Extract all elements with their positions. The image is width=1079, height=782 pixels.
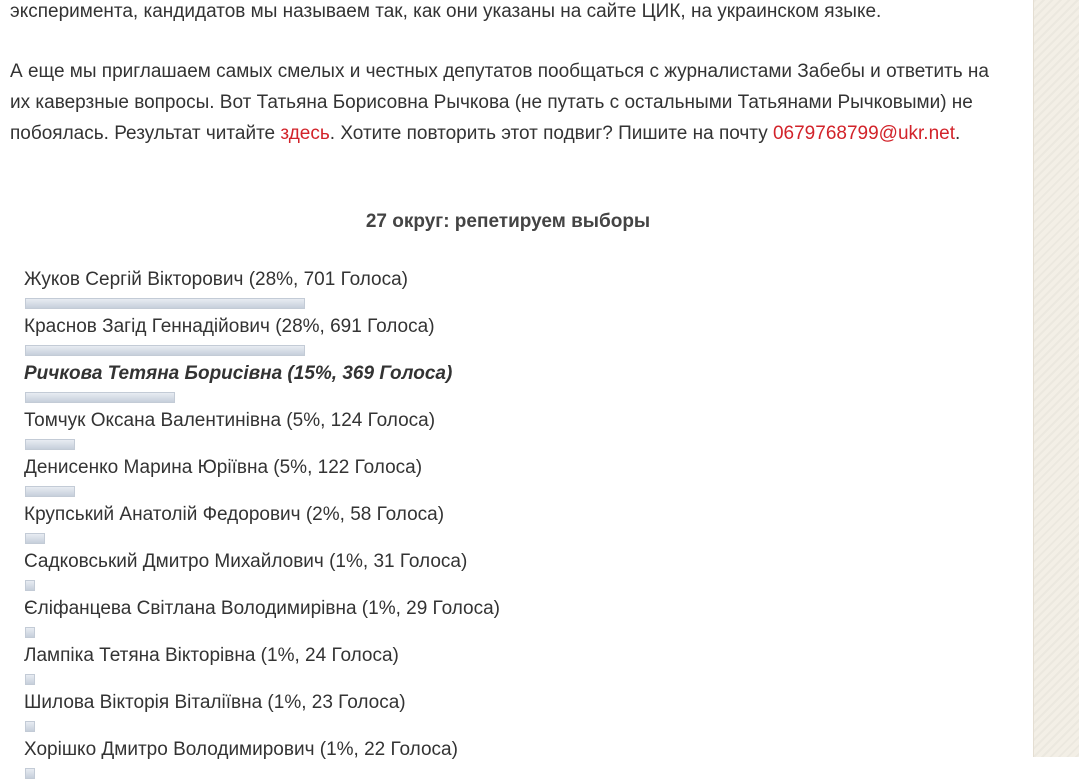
- poll-item-denysenko: [24, 453, 500, 500]
- poll-result-bar: [25, 533, 45, 544]
- poll-item-lampika: [24, 641, 500, 688]
- article-paragraph-2: [10, 56, 1010, 149]
- paragraph-2-end: .: [954, 123, 961, 144]
- poll-result-bar: [25, 439, 75, 450]
- poll-item-zhukov: [24, 265, 500, 312]
- poll-result-bar: [25, 345, 305, 356]
- poll-result-bar: [25, 627, 35, 638]
- poll-result-bar: [25, 486, 75, 497]
- poll-result-bar: [25, 721, 35, 732]
- poll-item-krasnov: [24, 312, 500, 359]
- poll-item-label: Краснов Загід Геннадійович (28%, 691 Голоса): [24, 316, 435, 337]
- page-background-strip: [1033, 0, 1079, 757]
- poll-item-label: Ричкова Тетяна Борисівна (15%, 369 Голоса): [24, 363, 453, 384]
- poll-item-elifantseva: [24, 594, 500, 641]
- poll-item-sadkovskyi: [24, 547, 500, 594]
- poll-item-label: Крупський Анатолій Федорович (2%, 58 Голоса): [24, 504, 445, 525]
- poll-result-bar: [25, 298, 305, 309]
- poll-item-label: Шилова Вікторія Віталіївна (1%, 23 Голоса): [24, 692, 406, 713]
- poll-item-khorishko: [24, 735, 500, 782]
- poll-results: [24, 265, 500, 782]
- poll-result-bar: [25, 674, 35, 685]
- poll-item-label: Хорішко Дмитро Володимирович (1%, 22 Голоса): [24, 739, 458, 760]
- poll-result-bar: [25, 392, 175, 403]
- poll-item-label: Лампіка Тетяна Вікторівна (1%, 24 Голоса): [24, 645, 399, 666]
- poll-item-label: Жуков Сергій Вікторович (28%, 701 Голоса): [24, 269, 409, 290]
- poll-title: 27 округ: репетируем выборы: [365, 211, 651, 232]
- poll-item-tomchuk: [24, 406, 500, 453]
- link-here[interactable]: здесь: [280, 123, 330, 144]
- poll-item-krupskyi: [24, 500, 500, 547]
- poll-item-shylova: [24, 688, 500, 735]
- poll-result-bar: [25, 580, 35, 591]
- poll-item-rychkova: [24, 359, 500, 406]
- email-link[interactable]: 0679768799@ukr.net: [772, 123, 955, 144]
- poll-result-bar: [25, 768, 35, 779]
- poll-item-label: Садковський Дмитро Михайлович (1%, 31 Голоса): [24, 551, 468, 572]
- article-paragraph-1: эксперимента, кандидатов мы называем так, как они указаны на сайте ЦИК, на украинском языке.: [10, 1, 882, 22]
- poll-item-label: Томчук Оксана Валентинівна (5%, 124 Голоса): [24, 410, 436, 431]
- paragraph-2-text: А еще мы приглашаем самых смелых и честных депутатов пообщаться с журналистами Забебы и ответить на их каверзные вопросы. Вот Татьяна Борисовна Рычкова (не путать с остальными Татьянами Рычковыми) не побоялась. Результат читайте: [10, 61, 989, 144]
- poll-item-label: Денисенко Марина Юріївна (5%, 122 Голоса): [24, 457, 423, 478]
- paragraph-2-text-2: . Хотите повторить этот подвиг? Пишите на почту: [329, 123, 773, 144]
- poll-item-label: Єліфанцева Світлана Володимирівна (1%, 29 Голоса): [24, 598, 500, 619]
